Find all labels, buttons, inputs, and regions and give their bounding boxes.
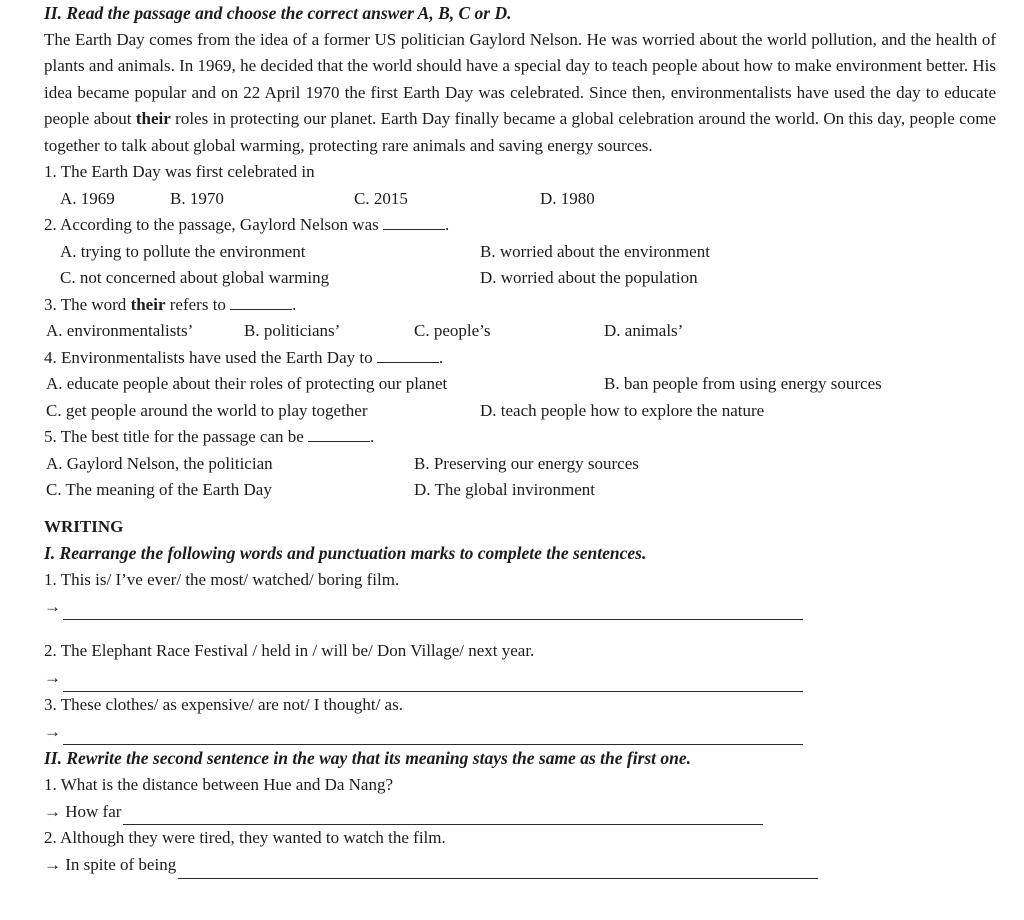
question-5-options-row1 <box>44 451 996 478</box>
q4-stem-text: 4. Environmentalists have used the Earth Day to <box>44 347 377 367</box>
worksheet-page <box>44 0 996 879</box>
q3-stem-text: 3. The word <box>44 294 131 314</box>
rearrange-sentence-2: 2. The Elephant Race Festival / held in / will be/ Don Village/ next year. <box>44 641 535 660</box>
q2-option-a[interactable]: A. trying to pollute the environment <box>60 241 306 261</box>
rearrange-item-3 <box>44 692 996 746</box>
q5-stem-end: . <box>370 427 375 446</box>
q5-option-c[interactable]: C. The meaning of the Earth Day <box>46 480 272 499</box>
rewrite-prompt-2: → In spite of being <box>44 855 177 874</box>
q1-option-c[interactable]: C. 2015 <box>354 188 408 208</box>
question-4-options-row1 <box>44 371 996 398</box>
reading-passage <box>44 27 996 160</box>
q4-option-d[interactable]: D. teach people how to explore the nature <box>480 400 765 420</box>
passage-bold-their: their <box>135 109 171 128</box>
arrow-icon: → <box>44 668 61 687</box>
q1-option-d[interactable]: D. 1980 <box>540 188 595 208</box>
question-1-options <box>44 186 996 213</box>
passage-text-1: The Earth Day comes from the idea of a former US politician Gaylord Nelson. He was worried about the world pollution, and the health of plants and animals. In 1969, he decided that the world should have a special day to teach people about how to make environment better. His idea became popular and on 22 April 1970 the first Earth Day was celebrated. Since then, environmentalists have used the day to educate people about <box>44 29 996 128</box>
q1-option-b[interactable]: B. 1970 <box>170 188 224 208</box>
passage-text-2: roles in protecting our planet. Earth Day finally became a global celebration around the world. On this day, people come together to talk about global warming, protecting rare animals and saving energy sources. <box>44 109 996 155</box>
rewrite-answer-line-2[interactable] <box>178 860 818 879</box>
q3-option-d[interactable]: D. animals’ <box>604 321 684 340</box>
q3-option-c[interactable]: C. people’s <box>414 321 491 340</box>
question-2-stem <box>44 212 996 239</box>
question-3-options <box>44 318 996 345</box>
q4-option-b[interactable]: B. ban people from using energy sources <box>604 374 882 393</box>
rearrange-sentence-1: 1. This is/ I’ve ever/ the most/ watched/ boring film. <box>44 569 400 589</box>
rearrange-answer-1 <box>44 593 996 620</box>
q5-answer-blank[interactable] <box>308 427 370 442</box>
question-4 <box>44 345 996 425</box>
question-4-options-row2 <box>44 398 996 425</box>
q1-option-a[interactable]: A. 1969 <box>60 188 115 208</box>
question-5 <box>44 424 996 504</box>
rearrange-sentence-3: 3. These clothes/ as expensive/ are not/ I thought/ as. <box>44 694 403 714</box>
q4-option-a[interactable]: A. educate people about their roles of protecting our planet <box>46 374 448 393</box>
question-1-stem: 1. The Earth Day was first celebrated in <box>44 162 315 181</box>
question-5-stem <box>44 424 996 451</box>
q5-option-d[interactable]: D. The global invironment <box>414 480 595 499</box>
q5-option-b[interactable]: B. Preserving our energy sources <box>414 453 639 473</box>
question-2-options-row2 <box>44 265 996 292</box>
q2-option-b[interactable]: B. worried about the environment <box>480 241 710 261</box>
rewrite-answer-1 <box>44 798 996 825</box>
question-3 <box>44 292 996 345</box>
question-5-options-row2 <box>44 477 996 504</box>
rearrange-answer-2 <box>44 665 996 692</box>
rearrange-item-2 <box>44 638 996 692</box>
reading-heading: II. Read the passage and choose the correct answer A, B, C or D. <box>44 3 512 23</box>
rearrange-answer-line-1[interactable] <box>63 601 803 620</box>
rearrange-item-1 <box>44 567 996 621</box>
question-2 <box>44 212 996 292</box>
writing-part1-heading: I. Rearrange the following words and punctuation marks to complete the sentences. <box>44 543 647 563</box>
q5-stem-text: 5. The best title for the passage can be <box>44 427 309 446</box>
question-2-options-row1 <box>44 239 996 266</box>
rearrange-answer-3 <box>44 718 996 745</box>
q4-answer-blank[interactable] <box>377 348 439 363</box>
q3-stem-end: . <box>292 294 297 314</box>
q4-option-c[interactable]: C. get people around the world to play together <box>46 400 368 420</box>
q2-stem-end: . <box>444 215 450 234</box>
writing-part2-heading: II. Rewrite the second sentence in the way that its meaning stays the same as the first one. <box>44 748 692 768</box>
rewrite-sentence-1: 1. What is the distance between Hue and Da Nang? <box>44 774 394 794</box>
rewrite-answer-2 <box>44 852 996 879</box>
question-1 <box>44 159 996 212</box>
rearrange-answer-line-2[interactable] <box>63 673 803 692</box>
rearrange-answer-line-3[interactable] <box>63 726 803 745</box>
q2-stem-text: 2. According to the passage, Gaylord Nelson was <box>44 215 383 234</box>
q2-option-d[interactable]: D. worried about the population <box>480 268 698 287</box>
question-3-stem <box>44 292 996 319</box>
q3-stem-mid: refers to <box>165 294 231 314</box>
q2-option-c[interactable]: C. not concerned about global warming <box>60 268 330 287</box>
q5-option-a[interactable]: A. Gaylord Nelson, the politician <box>46 453 273 473</box>
question-4-stem <box>44 345 996 372</box>
writing-title: WRITING <box>44 516 124 536</box>
rewrite-prompt-1: → How far <box>44 801 122 821</box>
rewrite-answer-line-1[interactable] <box>123 806 763 825</box>
arrow-icon: → <box>44 596 61 616</box>
q3-option-b[interactable]: B. politicians’ <box>244 321 341 340</box>
arrow-icon: → <box>44 721 61 741</box>
rewrite-item-2 <box>44 825 996 879</box>
rewrite-item-1 <box>44 772 996 826</box>
q3-option-a[interactable]: A. environmentalists’ <box>46 321 194 340</box>
q4-stem-end: . <box>438 347 444 367</box>
rewrite-sentence-2: 2. Although they were tired, they wanted to watch the film. <box>44 828 446 847</box>
q2-answer-blank[interactable] <box>383 215 445 230</box>
q3-stem-bold: their <box>130 294 166 314</box>
q3-answer-blank[interactable] <box>230 295 292 310</box>
